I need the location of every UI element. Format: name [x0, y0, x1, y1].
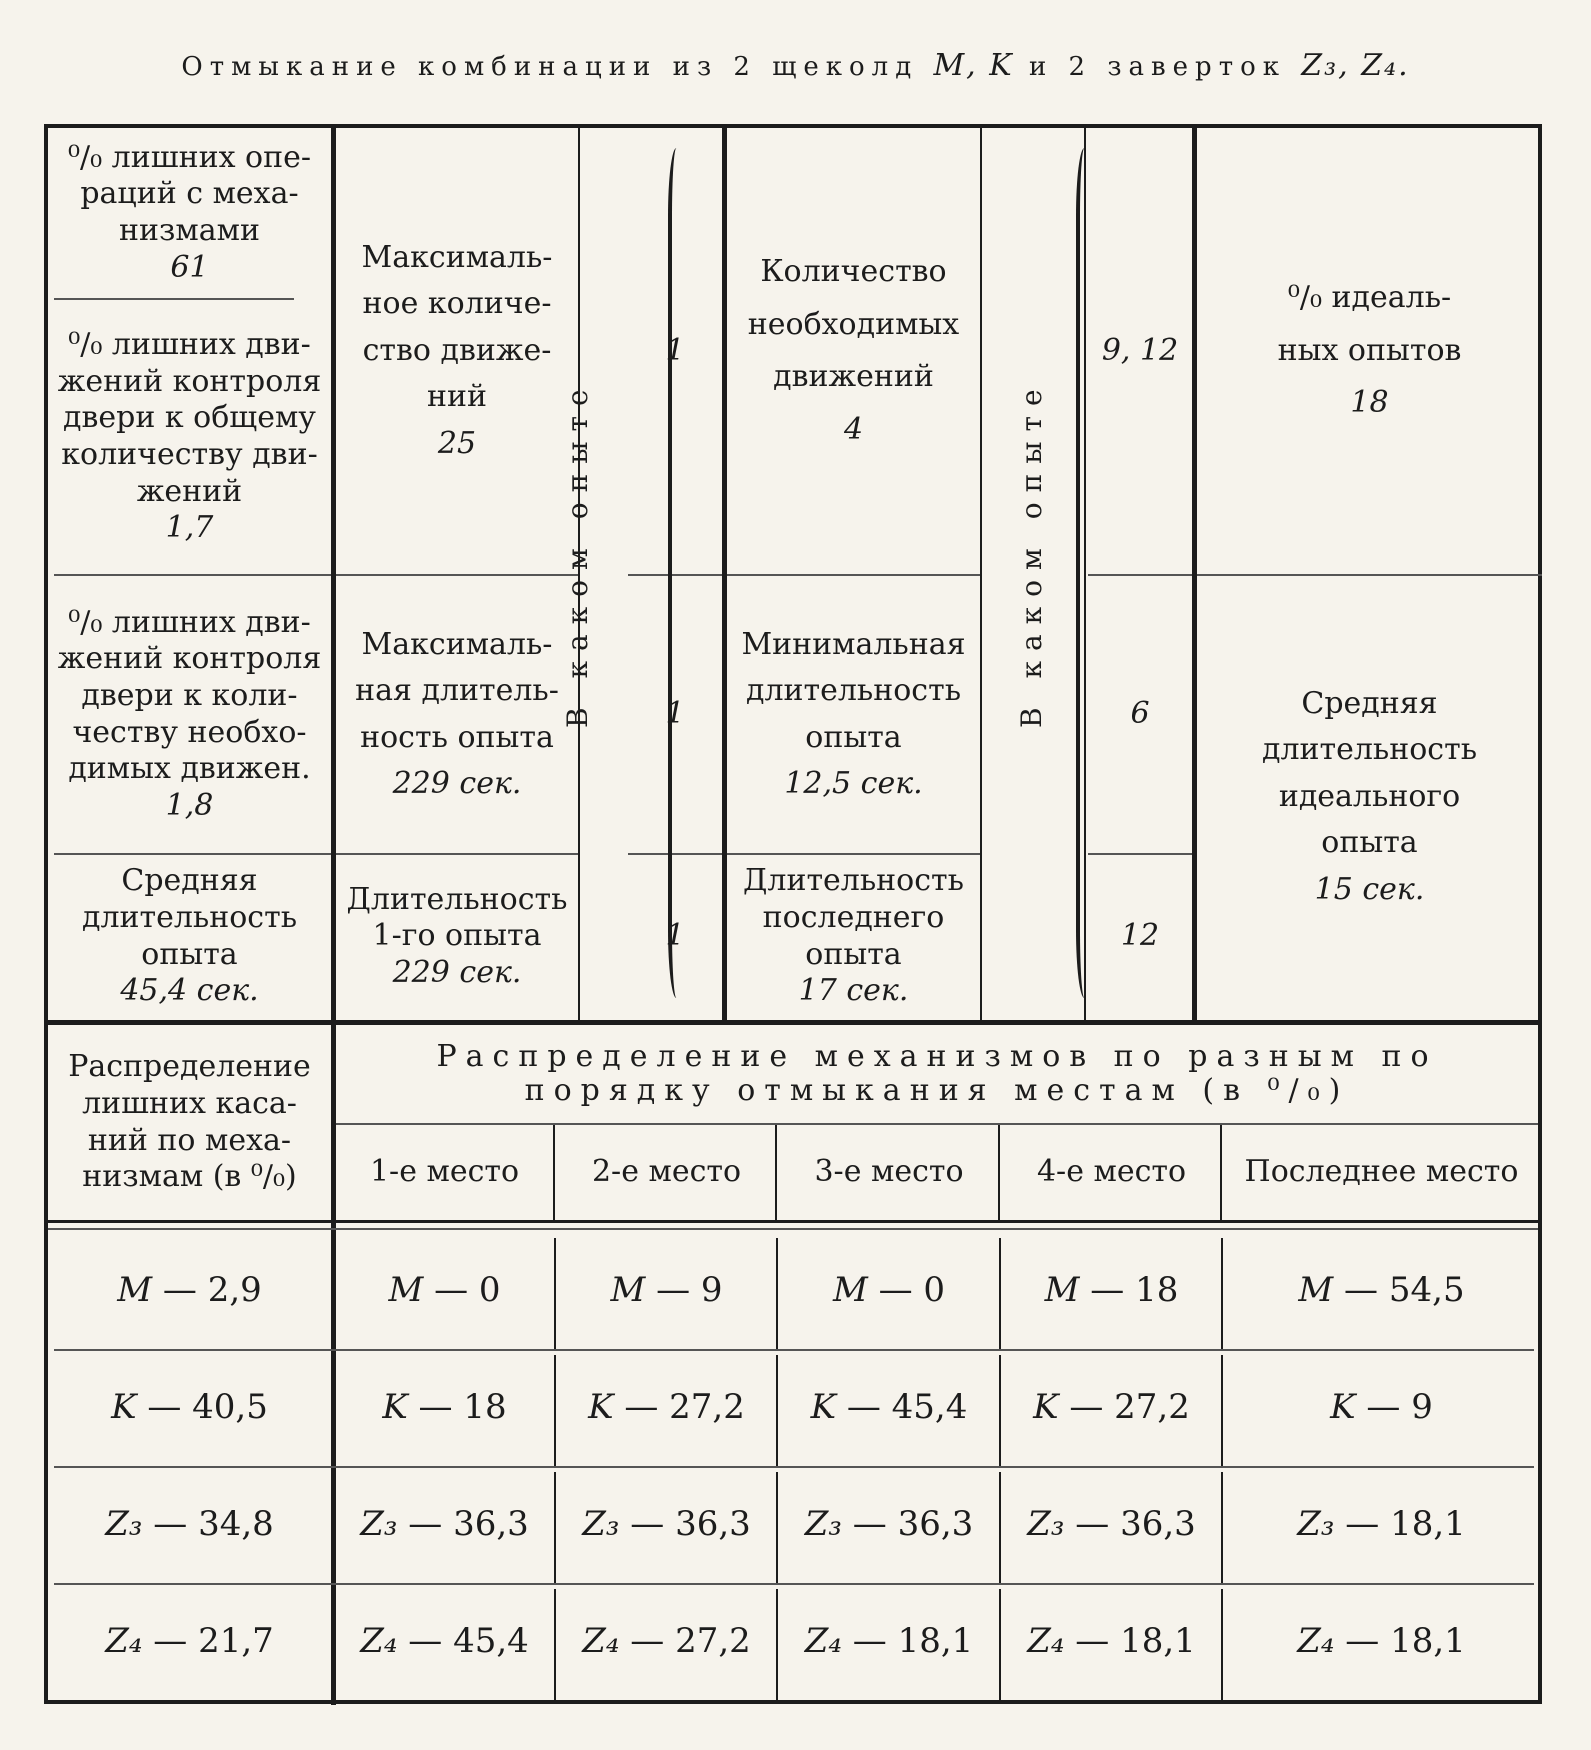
extra-door-needed-value: 1,8 — [165, 787, 214, 823]
right-header — [336, 1025, 1538, 1123]
mechanism-label: Z₃ — [804, 1503, 842, 1544]
mechanism-label: Z₃ — [360, 1503, 398, 1544]
divider — [48, 1220, 1538, 1223]
extra-ops-value: 61 — [170, 249, 209, 285]
trial-min: 6 — [1130, 696, 1150, 732]
column-header: Последнее место — [1244, 1154, 1519, 1190]
divider — [553, 1125, 555, 1220]
extra-door-total-label: ⁰/₀ лишних дви- жений контроля двери к общему количеству дви- жений — [57, 327, 322, 509]
divider — [999, 1355, 1001, 1466]
divider — [48, 1228, 1538, 1230]
extra-door-total-value: 1,7 — [165, 510, 214, 546]
first-duration-cell — [336, 855, 578, 1018]
avg-duration-cell — [48, 855, 331, 1018]
mechanism-label: M — [388, 1269, 424, 1310]
page-title — [0, 48, 1591, 83]
place-cell: Z₄ — 18,1 — [1027, 1620, 1196, 1661]
divider — [999, 1238, 1001, 1349]
title-vars: M, K — [933, 48, 1014, 83]
trial-max-moves: 1 — [665, 332, 685, 368]
place-value: 9 — [700, 1269, 723, 1310]
in-which-trial-label: В каком опыте — [561, 379, 594, 728]
mechanism-label: M — [610, 1269, 646, 1310]
column-header: 1-е место — [369, 1154, 520, 1190]
place-cell: Z₃ — 36,3 — [1027, 1503, 1196, 1544]
mechanism-label: Z₄ — [1297, 1620, 1335, 1661]
divider — [1221, 1238, 1223, 1349]
max-moves-value: 25 — [437, 425, 477, 461]
place-value: 9 — [1411, 1386, 1433, 1427]
touch-cell: Z₄ — 21,7 — [105, 1620, 274, 1661]
mechanism-label: K — [588, 1386, 614, 1427]
divider — [775, 1125, 777, 1220]
last-duration-label: Длительность последнего опыта — [743, 863, 964, 972]
min-duration-value: 12,5 сек. — [784, 766, 923, 801]
avg-duration-value: 45,4 сек. — [120, 973, 259, 1009]
column-header: 4-е место — [1036, 1154, 1187, 1190]
place-cell: Z₃ — 18,1 — [1297, 1503, 1466, 1544]
divider — [554, 1472, 556, 1583]
trial-needed: 9, 12 — [1101, 332, 1179, 368]
place-value: 18,1 — [1390, 1503, 1466, 1544]
divider — [776, 1589, 778, 1700]
mechanism-label: K — [1033, 1386, 1059, 1427]
max-duration-value: 229 сек. — [392, 766, 522, 801]
place-cell: M — 54,5 — [1298, 1269, 1465, 1310]
place-cell: Z₄ — 18,1 — [1297, 1620, 1466, 1661]
place-cell: M — 18 — [1044, 1269, 1179, 1310]
divider — [776, 1355, 778, 1466]
place-cell: K — 45,4 — [810, 1386, 968, 1427]
divider — [554, 1589, 556, 1700]
mechanism-label: Z₃ — [1297, 1503, 1335, 1544]
place-cell: Z₃ — 36,3 — [360, 1503, 529, 1544]
divider — [998, 1125, 1000, 1220]
right-header-label: Распределение механизмов по разным по порядку отмыкания местам (в ⁰/₀) — [436, 1038, 1438, 1108]
title-middle: и 2 заверток — [1028, 52, 1286, 82]
place-value: 0 — [923, 1269, 946, 1310]
left-header-label: Распределение лишних каса- ний по меха- низмам (в ⁰/₀) — [68, 1049, 311, 1195]
divider — [999, 1589, 1001, 1700]
ideal-avg-cell — [1197, 576, 1542, 1018]
place-value: 27,2 — [675, 1620, 751, 1661]
mechanism-label: Z₄ — [105, 1620, 143, 1661]
min-duration-cell — [727, 576, 980, 853]
divider — [999, 1472, 1001, 1583]
ideal-pct-value: 18 — [1350, 385, 1389, 421]
place-cell: K — 9 — [1330, 1386, 1433, 1427]
mechanism-label: Z₄ — [582, 1620, 620, 1661]
divider — [554, 1238, 556, 1349]
max-duration-cell — [336, 576, 578, 853]
place-cell: Z₃ — 36,3 — [582, 1503, 751, 1544]
mechanism-label: M — [117, 1269, 153, 1310]
place-value: 36,3 — [675, 1503, 751, 1544]
mechanism-label: Z₃ — [1027, 1503, 1065, 1544]
mechanism-label: M — [832, 1269, 868, 1310]
ideal-pct-cell — [1197, 128, 1542, 574]
extra-ops-cell — [48, 128, 331, 298]
place-value: 45,4 — [453, 1620, 529, 1661]
table-frame — [44, 124, 1542, 1704]
place-cell: Z₄ — 45,4 — [360, 1620, 529, 1661]
title-vars-2: Z₃, Z₄. — [1301, 48, 1410, 83]
touch-value: 34,8 — [198, 1503, 274, 1544]
place-value: 18 — [463, 1386, 507, 1427]
place-value: 36,3 — [453, 1503, 529, 1544]
mechanism-label: Z₄ — [1027, 1620, 1065, 1661]
divider — [776, 1238, 778, 1349]
divider — [554, 1355, 556, 1466]
divider — [1221, 1355, 1223, 1466]
title-text: Отмыкание комбинации из 2 щеколд — [181, 52, 919, 82]
place-value: 54,5 — [1388, 1269, 1465, 1310]
trial-first: 1 — [665, 918, 685, 954]
place-value: 36,3 — [1120, 1503, 1196, 1544]
divider — [1221, 1472, 1223, 1583]
place-value: 27,2 — [1114, 1386, 1190, 1427]
divider — [1221, 1589, 1223, 1700]
place-cell: Z₄ — 18,1 — [804, 1620, 974, 1661]
divider — [776, 1472, 778, 1583]
extra-door-total-cell — [48, 300, 331, 574]
touch-cell: K — 40,5 — [111, 1386, 268, 1427]
place-cell: K — 27,2 — [1033, 1386, 1190, 1427]
place-value: 0 — [478, 1269, 501, 1310]
place-value: 36,3 — [897, 1503, 974, 1544]
place-cell: Z₃ — 36,3 — [804, 1503, 974, 1544]
left-header — [48, 1025, 331, 1220]
trial-max-duration: 1 — [665, 696, 685, 732]
first-duration-label: Длительность 1-го опыта — [346, 881, 568, 954]
trial-last: 12 — [1120, 918, 1160, 954]
column-header: 3-е место — [814, 1154, 964, 1190]
last-duration-cell — [727, 855, 980, 1018]
needed-moves-cell — [727, 128, 980, 574]
touch-value: 40,5 — [192, 1386, 268, 1427]
mechanism-label: M — [1298, 1269, 1334, 1310]
needed-moves-value: 4 — [843, 411, 864, 447]
extra-door-needed-cell — [48, 576, 331, 853]
max-duration-label: Максималь- ная длитель- ность опыта — [355, 626, 559, 755]
needed-moves-label: Количество необходимых движений — [747, 254, 960, 394]
place-cell: M — 9 — [610, 1269, 723, 1310]
place-cell: M — 0 — [832, 1269, 946, 1310]
place-value: 18 — [1135, 1269, 1179, 1310]
mechanism-label: K — [1330, 1386, 1356, 1427]
ideal-avg-value: 15 сек. — [1314, 871, 1425, 907]
extra-door-needed-label: ⁰/₀ лишних дви- жений контроля двери к коли- честву необхо- димых движен. — [57, 604, 322, 787]
first-duration-value: 229 сек. — [392, 954, 522, 990]
touch-value: 21,7 — [198, 1620, 274, 1661]
place-cell: M — 0 — [388, 1269, 501, 1310]
mechanism-label: Z₄ — [360, 1620, 398, 1661]
mechanism-label: K — [111, 1386, 137, 1427]
mechanism-label: Z₃ — [105, 1503, 143, 1544]
touch-cell: Z₃ — 34,8 — [105, 1503, 274, 1544]
ideal-avg-label: Средняя длительность идеального опыта — [1261, 685, 1478, 861]
place-value: 27,2 — [669, 1386, 745, 1427]
place-value: 45,4 — [891, 1386, 968, 1427]
place-value: 18,1 — [1390, 1620, 1466, 1661]
mechanism-label: Z₃ — [582, 1503, 620, 1544]
mechanism-label: K — [382, 1386, 408, 1427]
divider — [980, 128, 982, 1020]
extra-ops-label: ⁰/₀ лишних опе- раций с меха- низмами — [67, 139, 312, 248]
last-duration-value: 17 сек. — [798, 973, 909, 1009]
min-duration-label: Минимальная длительность опыта — [741, 626, 966, 755]
place-cell: Z₄ — 27,2 — [582, 1620, 751, 1661]
divider — [1220, 1125, 1222, 1220]
place-cell: K — 27,2 — [588, 1386, 745, 1427]
ideal-pct-label: ⁰/₀ идеаль- ных опытов — [1277, 280, 1462, 368]
mechanism-label: Z₄ — [804, 1620, 842, 1661]
place-value: 18,1 — [897, 1620, 974, 1661]
mechanism-label: K — [810, 1386, 837, 1427]
touch-value: 2,9 — [207, 1269, 262, 1310]
touch-cell: M — 2,9 — [117, 1269, 262, 1310]
place-cell: K — 18 — [382, 1386, 507, 1427]
mechanism-label: M — [1044, 1269, 1080, 1310]
in-which-trial-label-2: В каком опыте — [1015, 379, 1048, 728]
place-value: 18,1 — [1120, 1620, 1196, 1661]
max-moves-label: Максималь- ное количе- ство движе- ний — [361, 239, 553, 415]
max-moves-cell — [336, 128, 578, 574]
avg-duration-label: Средняя длительность опыта — [81, 863, 298, 972]
column-header: 2-е место — [591, 1154, 742, 1190]
